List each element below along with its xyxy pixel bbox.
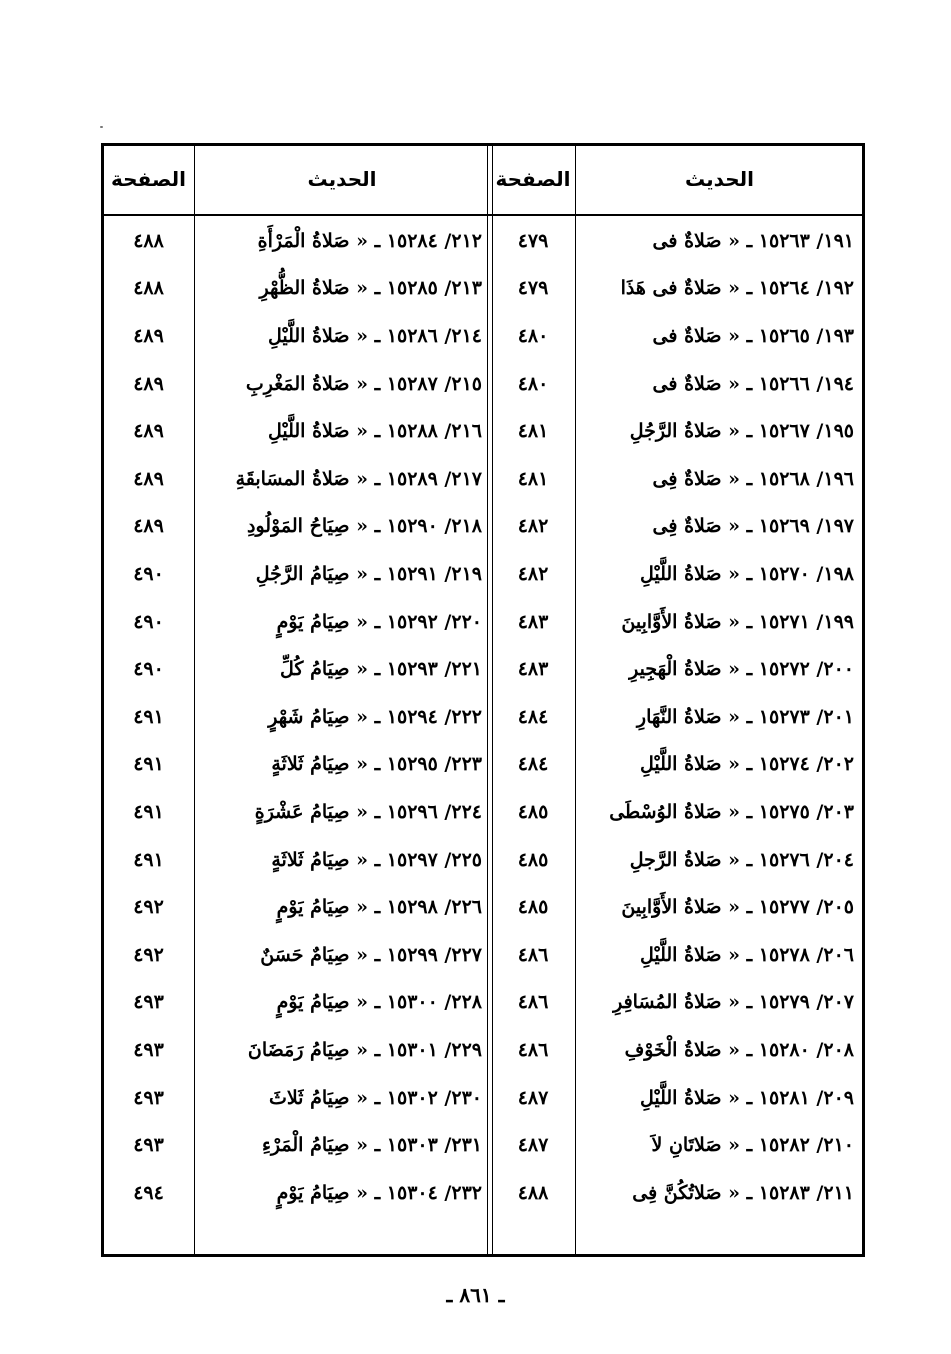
hadith-entry: ٢٢٣/ ١٥٢٩٥ ـ « صِيَامُ ثَلاثَةٍ [271,753,482,776]
column-divider [575,146,576,1254]
page-number-cell: ٤٩١ [133,705,164,728]
page-number-cell: ٤٨٦ [517,1038,549,1061]
hadith-entry: ٢١٤/ ١٥٢٨٦ ـ « صَلاةُ اللَّيْلِ [267,324,482,347]
hadith-entry: ٢٠١/ ١٥٢٧٣ ـ « صَلاةُ النَّهَارِ [636,705,854,728]
hadith-entry: ١٩٤/ ١٥٢٦٦ ـ « صَلاةٌ فى [652,372,854,395]
hadith-entry: ١٩٢/ ١٥٢٦٤ ـ « صَلاةٌ فى هَذَا [620,277,854,300]
page-number-cell: ٤٨١ [517,420,549,443]
header-divider [104,214,862,216]
scan-speck [100,126,103,128]
page-number-cell: ٤٩٢ [133,896,164,919]
page-number-cell: ٤٨٨ [517,1181,549,1204]
page-number-cell: ٤٨٧ [517,1134,549,1157]
hadith-entry: ٢٢٧/ ١٥٢٩٩ ـ « صِيَامٌ حَسَنٌ [260,943,482,966]
hadith-entry: ١٩٩/ ١٥٢٧١ ـ « صَلاةُ الأَوَّابِينَ [621,610,854,633]
page-number-cell: ٤٨٢ [517,562,549,585]
page-number-cell: ٤٨٢ [517,515,549,538]
page-number-cell: ٤٩٣ [133,1134,164,1157]
hadith-entry: ٢١١/ ١٥٢٨٣ ـ « صَلاتُكُنَّ فِى [632,1181,854,1204]
hadith-entry: ٢١٦/ ١٥٢٨٨ ـ « صَلاةُ اللَّيْلِ [267,420,482,443]
index-table [101,143,865,1257]
page-number-cell: ٤٨١ [517,467,549,490]
hadith-entry: ٢٣٢/ ١٥٣٠٤ ـ « صِيَامُ يَوْمٍ [276,1181,482,1204]
hadith-entry: ٢١٢/ ١٥٢٨٤ ـ « صَلاةُ الْمَرْأَةِ [257,229,482,252]
page-number-cell: ٤٨٩ [133,372,164,395]
hadith-entry: ٢٢٢/ ١٥٢٩٤ ـ « صِيَامُ شَهْرٍ [268,705,482,728]
page-number-cell: ٤٨٥ [517,848,549,871]
hadith-entry: ٢١٥/ ١٥٢٨٧ ـ « صَلاةُ المَغْرِبِ [245,372,482,395]
page-number-cell: ٤٩٤ [133,1181,164,1204]
hadith-entry: ٢٢٨/ ١٥٣٠٠ ـ « صِيَامُ يَوْمٍ [276,991,482,1014]
page-number: ـ ٨٦١ ـ [446,1283,505,1307]
page-number-cell: ٤٩١ [133,753,164,776]
header-hadith-right: الحديث [685,167,755,191]
hadith-entry: ٢٢٥/ ١٥٢٩٧ ـ « صِيَامُ ثَلاثَةٍ [271,848,482,871]
hadith-entry: ٢١٨/ ١٥٢٩٠ ـ « صِيَاحُ المَوْلُودِ [247,515,482,538]
hadith-entry: ١٩١/ ١٥٢٦٣ ـ « صَلاةٌ فى [652,229,854,252]
page-number-cell: ٤٩٠ [133,562,164,585]
page-number-cell: ٤٨٥ [517,800,549,823]
page-number-cell: ٤٨٦ [517,991,549,1014]
page-number-cell: ٤٨٤ [517,753,549,776]
hadith-entry: ٢٠٤/ ١٥٢٧٦ ـ « صَلاةُ الرَّجلِ [629,848,854,871]
hadith-entry: ١٩٨/ ١٥٢٧٠ ـ « صَلاةُ اللَّيْلِ [639,562,854,585]
page-number-cell: ٤٨٩ [133,324,164,347]
page-number-cell: ٤٨٩ [133,420,164,443]
hadith-entry: ٢٠٥/ ١٥٢٧٧ ـ « صَلاةُ الأَوَّابِينَ [621,896,854,919]
hadith-entry: ٢٢٤/ ١٥٢٩٦ ـ « صِيَامُ عَشْرَةٍ [254,800,482,823]
header-page-right: الصفحة [495,167,571,191]
page-number-cell: ٤٨٥ [517,896,549,919]
hadith-entry: ٢٣٠/ ١٥٣٠٢ ـ « صِيَامُ ثَلاثَ [268,1086,482,1109]
page-number-cell: ٤٨٠ [517,324,549,347]
hadith-entry: ٢٠٢/ ١٥٢٧٤ ـ « صَلاةُ اللَّيْلِ [639,753,854,776]
page-number-cell: ٤٩٠ [133,610,164,633]
hadith-entry: ٢٢٩/ ١٥٣٠١ ـ « صِيَامُ رَمَضَانَ [247,1038,482,1061]
page-number-cell: ٤٩٣ [133,1038,164,1061]
page-number-cell: ٤٨٨ [133,229,164,252]
hadith-entry: ٢١٧/ ١٥٢٨٩ ـ « صَلاةُ المسَابقَةِ [235,467,482,490]
page-number-cell: ٤٨٣ [517,658,549,681]
hadith-entry: ٢١٩/ ١٥٢٩١ ـ « صِيَامُ الرَّجُلِ [255,562,482,585]
hadith-entry: ١٩٦/ ١٥٢٦٨ ـ « صَلاةٌ فِى [652,467,854,490]
page-number-cell: ٤٧٩ [517,277,549,300]
page-number-cell: ٤٩٣ [133,1086,164,1109]
page-number-cell: ٤٨٦ [517,943,549,966]
hadith-entry: ٢٢٠/ ١٥٢٩٢ ـ « صِيَامُ يَوْمٍ [276,610,482,633]
hadith-entry: ٢٠٠/ ١٥٢٧٢ ـ « صَلاةُ الْهَجِيرِ [629,658,854,681]
header-page-left: الصفحة [111,167,187,191]
hadith-entry: ٢١٣/ ١٥٢٨٥ ـ « صَلاةُ الظُّهْرِ [259,277,482,300]
page-number-cell: ٤٩٢ [133,943,164,966]
hadith-entry: ٢٢٦/ ١٥٢٩٨ ـ « صِيَامُ يَوْمٍ [276,896,482,919]
hadith-entry: ٢١٠/ ١٥٢٨٢ ـ « صَلاتَانِ لاَ [651,1134,854,1157]
page-number-cell: ٤٩١ [133,848,164,871]
page-number-cell: ٤٨٩ [133,515,164,538]
hadith-entry: ٢٠٣/ ١٥٢٧٥ ـ « صَلاةُ الوُسْطَى [609,800,854,823]
page-number-cell: ٤٧٩ [517,229,549,252]
page-number-cell: ٤٩٣ [133,991,164,1014]
hadith-entry: ٢٠٧/ ١٥٢٧٩ ـ « صَلاةُ المُسَافِرِ [613,991,854,1014]
page-number-cell: ٤٩٠ [133,658,164,681]
hadith-entry: ٢٠٩/ ١٥٢٨١ ـ « صَلاةُ اللَّيْلِ [639,1086,854,1109]
hadith-entry: ٢٠٨/ ١٥٢٨٠ ـ « صَلاةُ الْخَوْفِ [624,1038,854,1061]
header-hadith-left: الحديث [307,167,377,191]
hadith-entry: ١٩٥/ ١٥٢٦٧ ـ « صَلاةُ الرَّجُلِ [629,420,854,443]
page-number-cell: ٤٨٤ [517,705,549,728]
page-number-cell: ٤٨٧ [517,1086,549,1109]
page-number-cell: ٤٨٣ [517,610,549,633]
column-divider [194,146,195,1254]
hadith-entry: ١٩٧/ ١٥٢٦٩ ـ « صَلاةٌ فِى [652,515,854,538]
hadith-entry: ٢٣١/ ١٥٣٠٣ ـ « صِيَامُ الْمَرْءِ [261,1134,482,1157]
hadith-entry: ١٩٣/ ١٥٢٦٥ ـ « صَلاةٌ فى [652,324,854,347]
hadith-entry: ٢٠٦/ ١٥٢٧٨ ـ « صَلاةُ اللَّيْلِ [639,943,854,966]
page-number-cell: ٤٩١ [133,800,164,823]
page-number-cell: ٤٨٨ [133,277,164,300]
page-number-cell: ٤٨٠ [517,372,549,395]
page-number-cell: ٤٨٩ [133,467,164,490]
hadith-entry: ٢٢١/ ١٥٢٩٣ ـ « صِيَامُ كُلِّ [280,658,482,681]
